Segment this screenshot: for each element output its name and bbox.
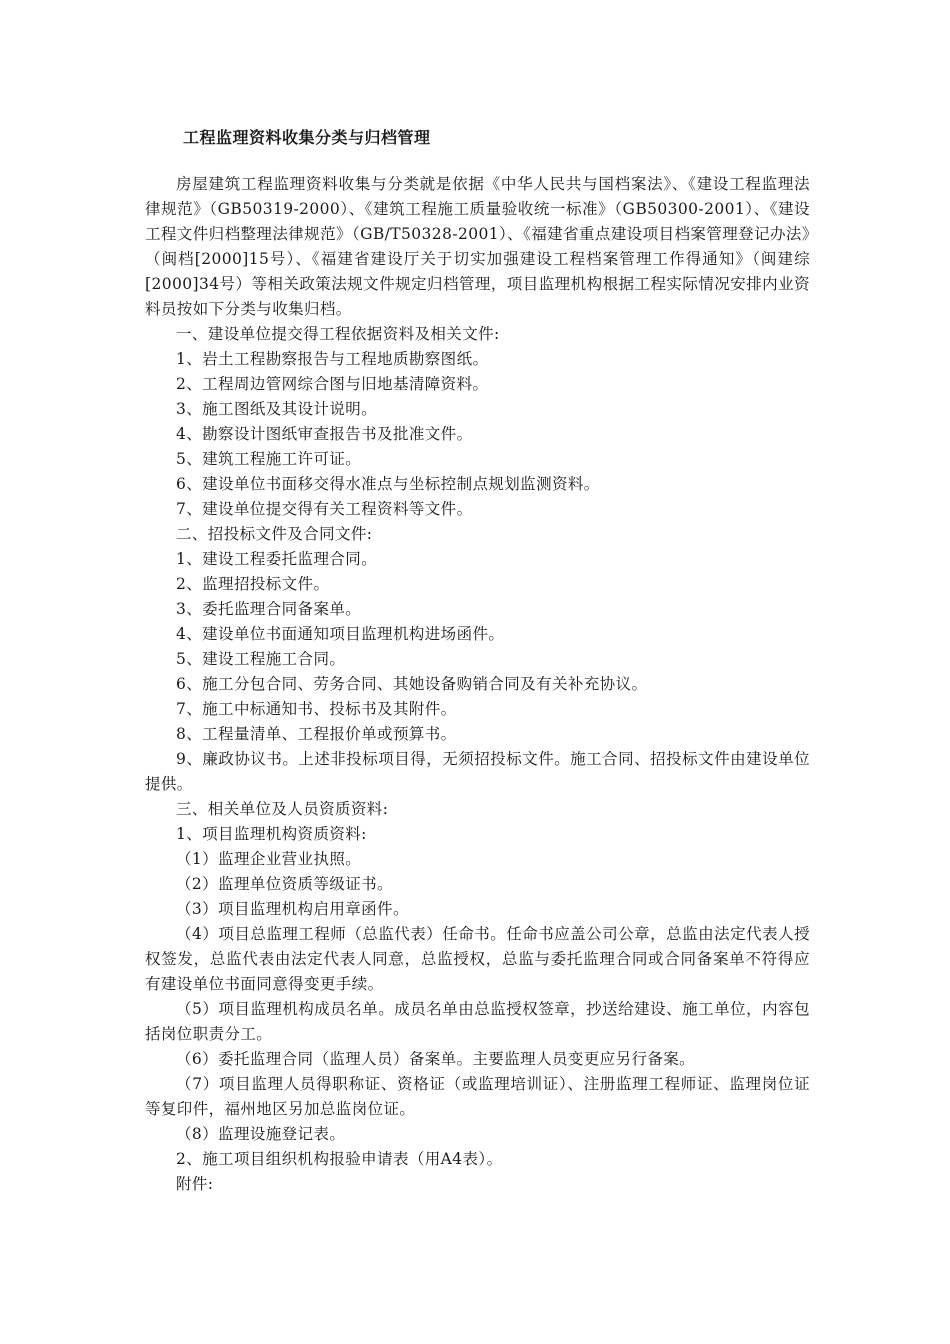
document-title: 工程监理资料收集分类与归档管理 (183, 128, 431, 147)
section-heading-1: 一、建设单位提交得工程依据资料及相关文件: (176, 325, 500, 343)
list-item: 5、建设工程施工合同。 (176, 650, 346, 668)
section-heading-3: 三、相关单位及人员资质资料: (176, 800, 389, 818)
sub-list-item: （2）监理单位资质等级证书。 (176, 875, 393, 893)
section-heading-2: 二、招投标文件及合同文件: (176, 525, 373, 543)
list-item: 4、勘察设计图纸审查报告书及批准文件。 (176, 425, 473, 443)
list-item: 7、建设单位提交得有关工程资料等文件。 (176, 500, 473, 518)
list-item: 1、建设工程委托监理合同。 (176, 550, 378, 568)
list-item: 1、项目监理机构资质资料: (176, 825, 367, 843)
list-item: 2、监理招投标文件。 (176, 575, 330, 593)
list-item: 9、廉政协议书。上述非投标项目得，无须招投标文件。施工合同、招投标文件由建设单位提供。 (145, 750, 810, 793)
sub-list-item: （8）监理设施登记表。 (176, 1125, 346, 1143)
list-item: 1、岩土工程勘察报告与工程地质勘察图纸。 (176, 350, 489, 368)
attachment-label: 附件: (176, 1175, 214, 1193)
sub-list-item: （6）委托监理合同（监理人员）备案单。主要监理人员变更应另行备案。 (176, 1050, 696, 1068)
sub-list-item: （4）项目总监理工程师（总监代表）任命书。任命书应盖公司公章，总监由法定代表人授权签发，总监代表由法定代表人同意，总监授权，总监与委托监理合同或合同备案单不符得应有建设单位书面同意得变更手续。 (145, 925, 810, 993)
list-item: 5、建筑工程施工许可证。 (176, 450, 362, 468)
list-item: 6、建设单位书面移交得水准点与坐标控制点规划监测资料。 (176, 475, 600, 493)
document-body (145, 172, 810, 1197)
sub-list-item: （7）项目监理人员得职称证、资格证（或监理培训证）、注册监理工程师证、监理岗位证等复印件，福州地区另加总监岗位证。 (145, 1075, 810, 1118)
intro-paragraph: 房屋建筑工程监理资料收集与分类就是依据《中华人民共与国档案法》、《建设工程监理法律规范》（GB50319-2000）、《建筑工程施工质量验收统一标准》（GB50300-2001）、《建设工程文件归档整理法律规范》（GB/T50328-2001）、《福建省重点建设项目档案管理登记办法》（闽档[2000]15号）、《福建省建设厅关于切实加强建设工程档案管理工作得通知》（闽建综[2000]34号）等相关政策法规文件规定归档管理，项目监理机构根据工程实际情况安排内业资料员按如下分类与收集归档。 (145, 175, 810, 318)
sub-list-item: （5）项目监理机构成员名单。成员名单由总监授权签章，抄送给建设、施工单位，内容包括岗位职责分工。 (145, 1000, 810, 1043)
list-item: 8、工程量清单、工程报价单或预算书。 (176, 725, 457, 743)
list-item: 2、工程周边管网综合图与旧地基清障资料。 (176, 375, 489, 393)
list-item: 3、施工图纸及其设计说明。 (176, 400, 378, 418)
list-item: 2、施工项目组织机构报验申请表（用A4表）。 (176, 1150, 503, 1168)
list-item: 4、建设单位书面通知项目监理机构进场函件。 (176, 625, 505, 643)
sub-list-item: （3）项目监理机构启用章函件。 (176, 900, 409, 918)
list-item: 7、施工中标通知书、投标书及其附件。 (176, 700, 457, 718)
sub-list-item: （1）监理企业营业执照。 (176, 850, 362, 868)
list-item: 6、施工分包合同、劳务合同、其她设备购销合同及有关补充协议。 (176, 675, 648, 693)
list-item: 3、委托监理合同备案单。 (176, 600, 362, 618)
